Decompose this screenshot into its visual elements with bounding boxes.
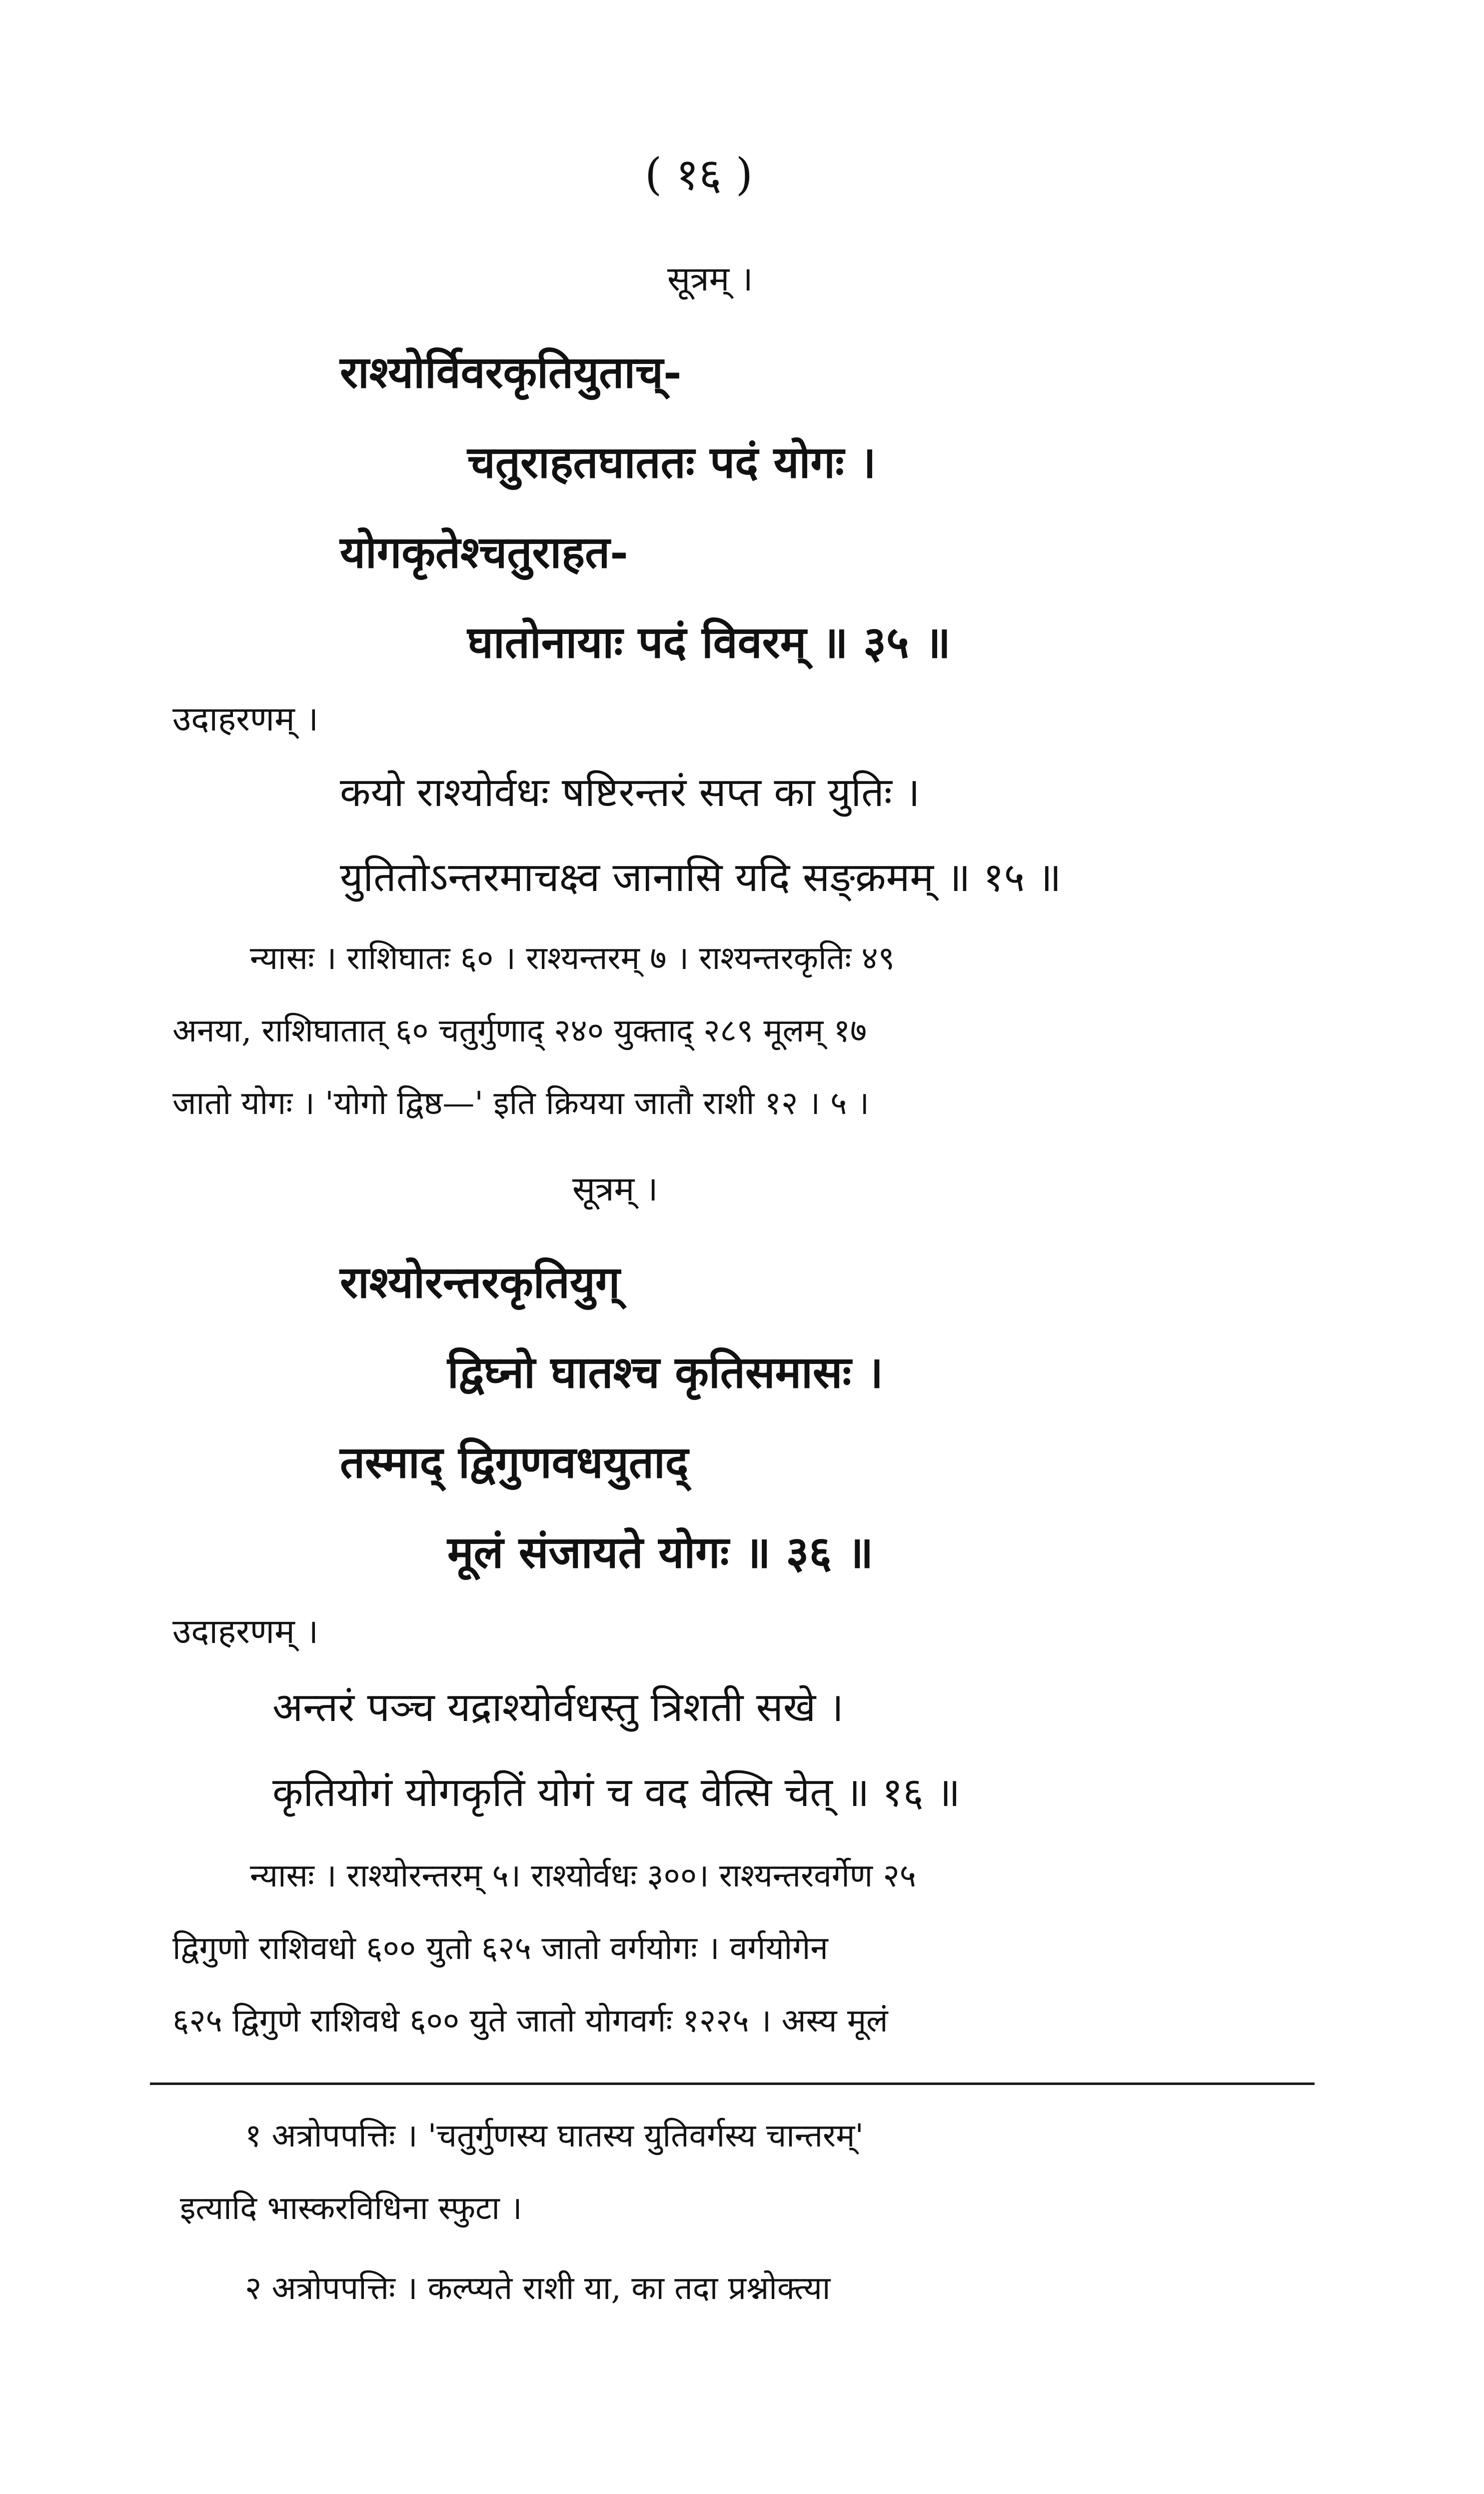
verse-line: योगकृतेश्चतुराहत-	[340, 526, 628, 578]
nyasa-line: न्यासः । राश्योरन्तरम् ५। राश्योर्वधः ३००। राश्यन्तरवर्गेण २५	[250, 1858, 916, 1894]
example-verse-line: कृतियोगं योगकृतिं योगं च वद वेत्सि चेत् ॥ १६ ॥	[272, 1769, 961, 1816]
footnote-divider	[150, 2082, 1315, 2085]
nyasa-line: ६२५ द्विगुणे राशिवधे ६०० युते जातो योगवर्गः १२२५ । अस्य मूलं	[172, 2002, 888, 2040]
example-verse-line: युतितोऽन्तरमाचक्ष्व जानासि यदि सङ्क्रमम् ॥ १५ ॥	[340, 854, 1062, 900]
nyasa-line: अनया, राशिघातात् ६० चतुर्गुणाद् २४० युक्ताद् २८९ मूलम् १७	[172, 1012, 867, 1050]
example-verse-line: कयो राश्योर्वधः षष्टिरन्तरं सप्त का युतिः ।	[340, 769, 920, 816]
example-verse-line: अन्तरं पञ्च यद्राश्योर्वधस्तु त्रिशती सखे ।	[272, 1684, 844, 1730]
verse-line: घातोनायाः पदं विवरम् ॥ ३५ ॥	[467, 616, 951, 668]
page-number: ( १६ )	[645, 148, 753, 200]
footnote-line: इत्यादि भास्करविधिना स्फुटा ।	[180, 2190, 522, 2227]
nyasa-line: जातो योगः । 'योगो द्विष्ठ—' इति क्रियया जातौ राशी १२ । ५ ।	[172, 1085, 870, 1122]
verse-line: राश्योरन्तरकृतियुग्	[340, 1256, 620, 1308]
example-heading: उदाहरणम् ।	[172, 700, 319, 739]
verse-line: राश्योर्विवरकृतियुताच्-	[340, 346, 682, 398]
sutra-heading: सूत्रम् ।	[667, 260, 753, 299]
verse-line: द्विघ्नो घातश्च कृतिसमासः ।	[447, 1346, 884, 1398]
nyasa-line: द्विगुणो राशिवधो ६०० युतो ६२५ जातो वर्गयोगः । वर्गयोगेन	[172, 1930, 828, 1967]
example-heading: उदाहरणम् ।	[172, 1612, 319, 1652]
footnote-line: १ अत्रोपपत्तिः । 'चतुर्गुणस्य घातस्य युतिवर्गस्य चान्तरम्'	[245, 2118, 864, 2154]
verse-line: चतुराहतघाततः पदं योगः ।	[467, 436, 876, 488]
nyasa-line: न्यासः । राशिघातः ६० । राश्यन्तरम् ७ । राश्यन्तरकृतिः ४९	[250, 940, 895, 977]
verse-line: तस्माद् द्विगुणवधयुताद्	[340, 1436, 689, 1488]
footnote-line: २ अत्रोपपत्तिः । कल्प्यते राशी या, का तदा प्रश्नोक्त्या	[245, 2270, 831, 2307]
verse-line: मूलं संजायते योगः ॥ ३६ ॥	[447, 1526, 874, 1578]
sutra-heading: सूत्रम् ।	[572, 1170, 658, 1209]
